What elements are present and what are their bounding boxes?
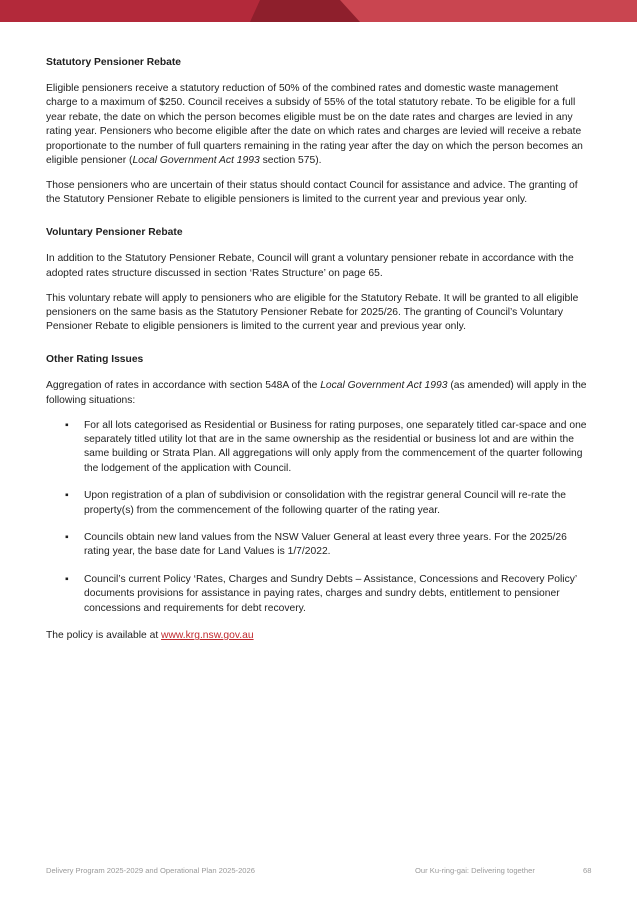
voluntary-pensioner-rebate-section [46,226,592,335]
list-item-text: Councils obtain new land values from the NSW Valuer General at least every three years. For the 2025/26 rating year, the base date for Land Values is 1/7/2022. [84,532,567,558]
act-title: Local Government Act 1993 [132,155,260,167]
statutory-pensioner-rebate-section [46,56,592,208]
paragraph: In addition to the Statutory Pensioner Rebate, Council will grant a voluntary pensioner rebate in accordance with the adopted rates structure discussed in section ‘Rates Structure’ on page 65. [46,253,574,279]
paragraph-text: section 575). [259,155,322,167]
paragraph-text: Eligible pensioners receive a statutory reduction of 50% of the combined rates and domestic waste management charge to a maximum of $250. Council receives a subsidy of 55% of the total statutory rebate. To be eligible for a full year rebate, the date on which the person becomes eligible must be on the date rates and charges are levied in any rating year. Pensioners who become eligible after the date on which rates and charges are levied will receive a rebate proportionate to the number of full quarters remaining in the rating year after the day on which the person becomes an eligible pensioner ( [46,83,583,167]
list-item [46,419,592,477]
paragraph: This voluntary rebate will apply to pensioners who are eligible for the Statutory Rebate. It will be granted to all eligible pensioners on the same basis as the Statutory Pensioner Rebate for 2025/26. The granting of Council’s Voluntary Pensioner Rebate to eligible pensioners is limited to the current year and previous year only. [46,292,579,333]
paragraph-text: Aggregation of rates in accordance with section 548A of the [46,380,321,392]
list-item-text: For all lots categorised as Residential or Business for rating purposes, one separately titled car-space and one separately titled utility lot that are in the same ownership as the residential or business lot and are within the same building or Strata Plan. All aggregations will only apply from the commencement of the quarter following the lodgement of the application with Council. [84,419,587,474]
section-heading: Voluntary Pensioner Rebate [46,227,183,239]
other-rating-issues-section [46,353,592,643]
page-number: 68 [583,866,592,875]
list-item-text: Upon registration of a plan of subdivision or consolidation with the registrar general Council will re-rate the property(s) from the commencement of the following quarter of the rating year. [84,490,566,516]
bullet-icon: ▪ [65,532,69,544]
footer-tagline: Our Ku-ring-gai: Delivering together [415,866,535,875]
paragraph [46,379,592,408]
header-band [0,0,637,22]
page-content [46,56,592,654]
section-heading: Statutory Pensioner Rebate [46,57,182,68]
bullet-icon: ▪ [65,573,69,585]
footer-document-title: Delivery Program 2025-2029 and Operational Plan 2025-2026 [46,866,255,875]
list-item [46,489,592,518]
paragraph: Those pensioners who are uncertain of their status should contact Council for assistance and advice. The granting of the Statutory Pensioner Rebate to eligible pensioners is limited to the current year and previous year only. [46,179,578,206]
bullet-icon: ▪ [65,419,69,431]
header-band-graphic [0,0,637,22]
bullet-list [46,419,592,616]
paragraph-text: (as amended) will apply in the following situations: [46,380,587,406]
list-item [46,573,592,616]
council-website-link[interactable]: www.krg.nsw.gov.au [161,630,254,642]
paragraph [46,82,592,168]
paragraph-text: The policy is available at [46,630,162,642]
list-item [46,531,592,560]
policy-paragraph [46,629,592,643]
list-item-text: Council’s current Policy ‘Rates, Charges and Sundry Debts – Assistance, Concessions and Recovery Policy’ documents provisions for assistance in paying rates, charges and sundry debts, entitlement to pensioner concessions and requirements for debt recovery. [84,573,577,614]
bullet-icon: ▪ [65,490,69,502]
section-heading: Other Rating Issues [46,354,144,366]
act-title: Local Government Act 1993 [320,380,448,392]
